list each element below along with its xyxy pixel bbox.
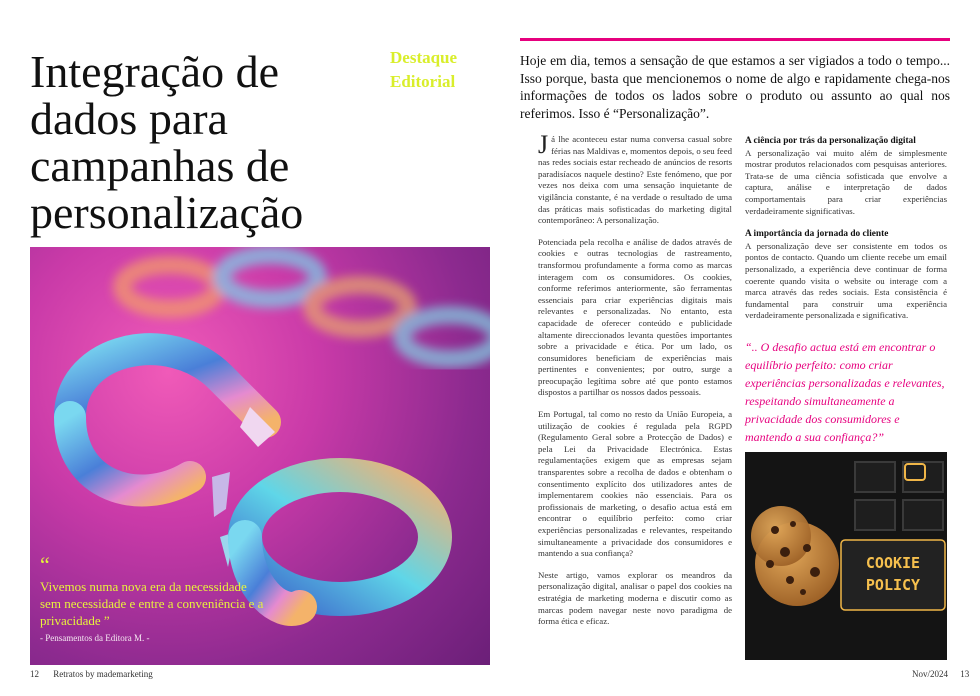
issue-date: Nov/2024	[912, 669, 948, 679]
quote-author: - Pensamentos da Editora M. -	[40, 633, 150, 643]
paragraph: A personalização vai muito além de simplesmente mostrar produtos relacionados com pesquisas anteriores. Trata-se de uma ciência sofisticada que envolve a captura, análise e interpretação de dados comportamentais para criar experiências verdadeiramente significativas.	[745, 147, 947, 216]
kicker-line: Editorial	[390, 72, 456, 91]
paragraph: A personalização deve ser consistente em todos os pontos de contacto. Quando um cliente recebe um email personalizado, a experiência deve continuar de forma coerente quando visita o website ou interage com a marca através das redes sociais. Esta consistência é fundamental para construir uma experiência verdadeiramente personalizada e significativa.	[745, 240, 947, 321]
cookie-sign-word: COOKIE	[865, 554, 921, 572]
quote-mark: “	[40, 552, 50, 577]
right-footer	[902, 669, 969, 679]
cookie-policy-illustration	[745, 452, 947, 660]
policy-sign-word: POLICY	[865, 576, 921, 594]
cookie-policy-image	[745, 452, 947, 660]
section-kicker	[390, 46, 490, 94]
title-line: personalização	[30, 187, 304, 238]
publication-name: Retratos by mademarketing	[53, 669, 153, 679]
left-footer	[30, 669, 165, 679]
paragraph: Potenciada pela recolha e análise de dados através de cookies e outras tecnologias de rastreamento, transformou profundamente a forma como as marcas interagem com os consumidores. Os cookies, conforme referimos anteriormente, são ferramentas essenciais para criar experiências digitais mais relevantes e personalizadas. No entanto, esta capacidade de oferecer conteúdo e publicidade altamente direccionados levanta questões importantes sobre a privacidade e ética. Por um lado, os consumidores beneficiam de experiências mais pertinentes e convenientes; por outro, surge a preocupação legítima sobre até que ponto estamos dispostos a partilhar os nossos dados pessoais.	[538, 236, 732, 398]
article-title	[30, 48, 400, 236]
drop-cap: J	[538, 130, 549, 159]
image-quote	[40, 552, 270, 643]
paragraph: Neste artigo, vamos explorar os meandros da personalização digital, analisar o papel dos cookies na estratégia de marketing moderna e discutir como as marcas podem navegar neste novo paradigma de forma ética e eficaz.	[538, 569, 732, 627]
subheading: A importância da jornada do cliente	[745, 229, 889, 240]
paragraph: Em Portugal, tal como no resto da União Europeia, a utilização de cookies é regulada pela RGPD (Regulamento Geral sobre a Protecção de Dados) e pela Lei da Privacidade Electrónica. Estas regulamentações exigem que as empresas sejam transparentes sobre a recolha de dados e obtenham o consentimento explícito dos utilizadores antes de implementarem cookies não essenciais. Para os profissionais de marketing, o desafio actua está em encontrar o equilíbrio perfeito: como criar experiências personalizadas e relevantes, respeitando simultaneamente a privacidade dos consumidores e mantendo a sua confiança?	[538, 409, 732, 559]
paragraph	[538, 130, 732, 227]
quote-end-mark: ”	[103, 613, 110, 628]
title-line: dados para	[30, 93, 228, 144]
page-number-left: 12	[30, 669, 39, 679]
accent-rule	[520, 38, 950, 41]
title-line: campanhas de	[30, 140, 290, 191]
pull-quote: “.. O desafio actua está em encontrar o equilíbrio perfeito: como criar experiências personalizadas e relevantes, respeitando simultaneamente a privacidade dos consumidores e mantendo a sua confiança?”	[745, 340, 945, 444]
paragraph-text: á lhe aconteceu estar numa conversa casual sobre férias nas Maldivas e, momentos depois, o seu feed nas redes sociais estar recheado de anúncios de resorts paradisíacos naquele destino? Este fenómeno, que por vezes nos deixa com uma sensação inquietante de vigilância constante, é na verdade o resultado de uma das práticas mais sofisticadas do marketing digital contemporâneo: A personalização.	[538, 134, 732, 226]
quote-text	[40, 578, 270, 629]
kicker-line: Destaque	[390, 48, 458, 67]
subheading: A ciência por trás da personalização digital	[745, 136, 916, 146]
quote-body: Vivemos numa nova era da necessidade sem necessidade e entre a conveniência e a privacidade	[40, 579, 264, 628]
title-line: Integração de	[30, 46, 280, 97]
page-number-right: 13	[960, 669, 970, 679]
body-column-2	[745, 136, 947, 334]
lead-paragraph: Hoje em dia, temos a sensação de que estamos a ser vigiados a todo o tempo... Isso porque, basta que mencionemos o nome de algo e rapidamente chega-nos informações de todos os lados sobre o produto ou assunto ao qual nos referimos. Isso é “Personalização”.	[520, 53, 950, 121]
body-column-1	[538, 130, 732, 638]
